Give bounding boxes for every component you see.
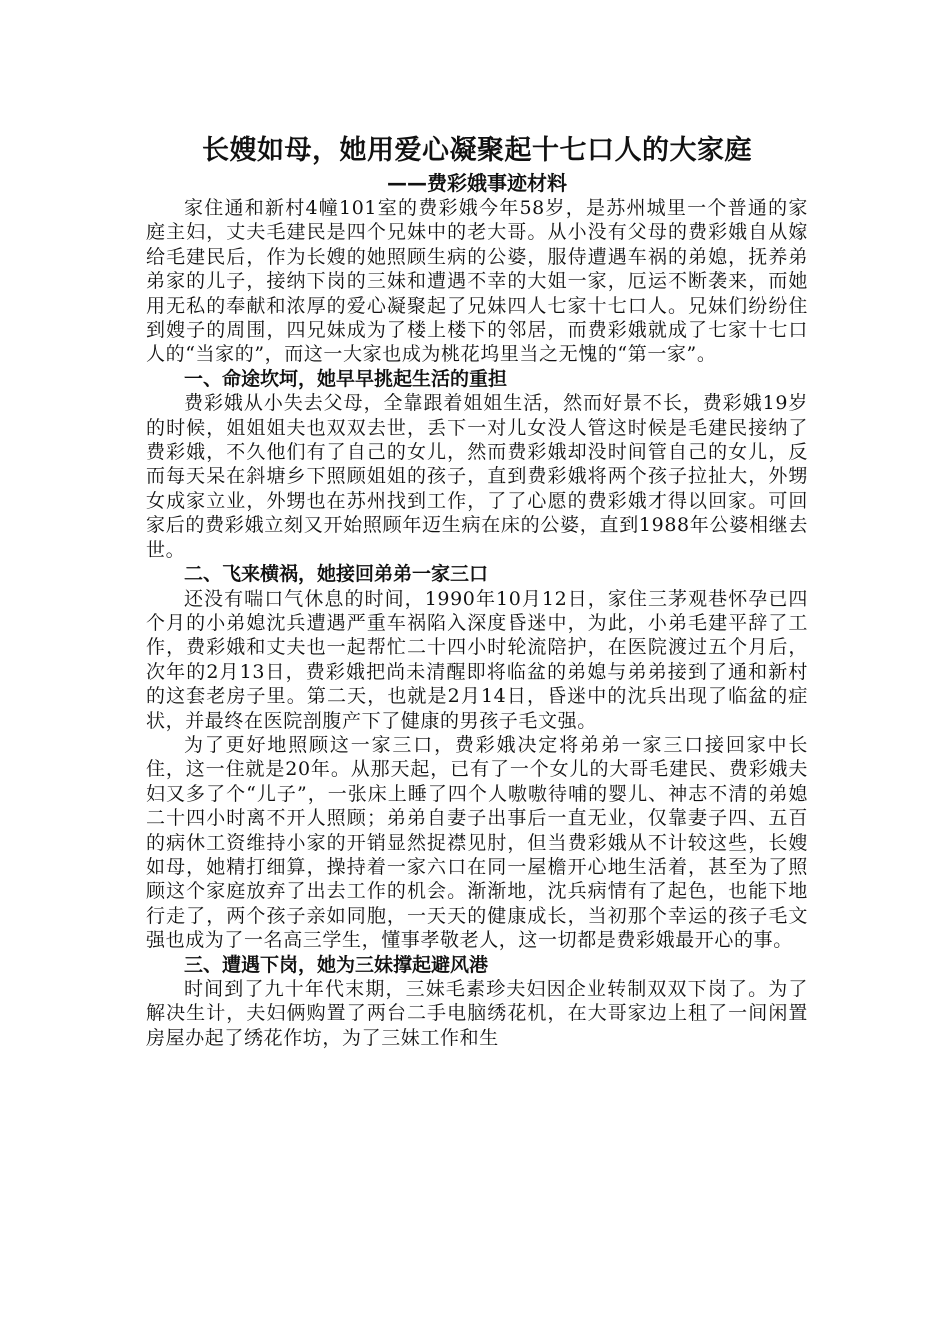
document-title: 长嫂如母，她用爱心凝聚起十七口人的大家庭: [202, 135, 752, 166]
section-2-paragraph-1: 还没有喘口气休息的时间，1990年10月12日，家住三茅观巷怀孕已四个月的小弟媳沈兵遭遇严重车祸陷入深度昏迷中，为此，小弟毛建平辞了工作，费彩娥和丈夫也一起帮忙二十四小时轮流陪护，在医院渡过五个月后，次年的2月13日，费彩娥把尚未清醒即将临盆的弟媳与弟弟接到了通和新村的这套老房子里。第二天，也就是2月14日，昏迷中的沈兵出现了临盆的症状，并最终在医院剖腹产下了健康的男孩子毛文强。: [146, 587, 808, 732]
section-1-heading: 一、命途坎坷，她早早挑起生活的重担: [184, 367, 508, 390]
document-page: [146, 132, 808, 1050]
section-2-paragraph-2: 为了更好地照顾这一家三口，费彩娥决定将弟弟一家三口接回家中长住，这一住就是20年。从那天起，已有了一个女儿的大哥毛建民、费彩娥夫妇又多了个“儿子”，一张床上睡了四个人嗷嗷待哺的婴儿、神志不清的弟媳二十四小时离不开人照顾；弟弟自妻子出事后一直无业，仅靠妻子四、五百的病休工资维持小家的开销显然捉襟见肘，但当费彩娥从不计较这些，长嫂如母，她精打细算，操持着一家六口在同一屋檐开心地生活着，甚至为了照顾这个家庭放弃了出去工作的机会。渐渐地，沈兵病情有了起色，也能下地行走了，两个孩子亲如同胞，一天天的健康成长，当初那个幸运的孩子毛文强也成为了一名高三学生，懂事孝敬老人，这一切都是费彩娥最开心的事。: [146, 733, 808, 952]
document-subtitle: ——费彩娥事迹材料: [387, 171, 567, 195]
intro-paragraph: 家住通和新村4幢101室的费彩娥今年58岁，是苏州城里一个普通的家庭主妇，丈夫毛建民是四个兄妹中的老大哥。从小没有父母的费彩娥自从嫁给毛建民后，作为长嫂的她照顾生病的公婆，服侍遭遇车祸的弟媳，抚养弟弟家的儿子，接纳下岗的三妹和遭遇不幸的大姐一家，厄运不断袭来，而她用无私的奉献和浓厚的爱心凝聚起了兄妹四人七家十七口人。兄妹们纷纷住到嫂子的周围，四兄妹成为了楼上楼下的邻居，而费彩娥就成了七家十七口人的“当家的”，而这一大家也成为桃花坞里当之无愧的“第一家”。: [146, 197, 808, 366]
section-2-heading: 二、飞来横祸，她接回弟弟一家三口: [184, 563, 489, 586]
section-3-paragraph-1: 时间到了九十年代末期，三妹毛素珍夫妇因企业转制双双下岗了。为了解决生计，夫妇俩购置了两台二手电脑绣花机，在大哥家边上租了一间闲置房屋办起了绣花作坊，为了三妹工作和生: [146, 978, 808, 1049]
section-1-paragraph-1: 费彩娥从小失去父母，全靠跟着姐姐生活，然而好景不长，费彩娥19岁的时候，姐姐姐夫也双双去世，丢下一对儿女没人管这时候是毛建民接纳了费彩娥，不久他们有了自己的女儿，然而费彩娥却没时间管自己的女儿，反而每天呆在斜塘乡下照顾姐姐的孩子，直到费彩娥将两个孩子拉扯大，外甥女成家立业，外甥也在苏州找到工作，了了心愿的费彩娥才得以回家。可回家后的费彩娥立刻又开始照顾年迈生病在床的公婆，直到1988年公婆相继去世。: [146, 392, 808, 561]
section-3-heading: 三、遭遇下岗，她为三妹撑起避风港: [184, 953, 489, 976]
